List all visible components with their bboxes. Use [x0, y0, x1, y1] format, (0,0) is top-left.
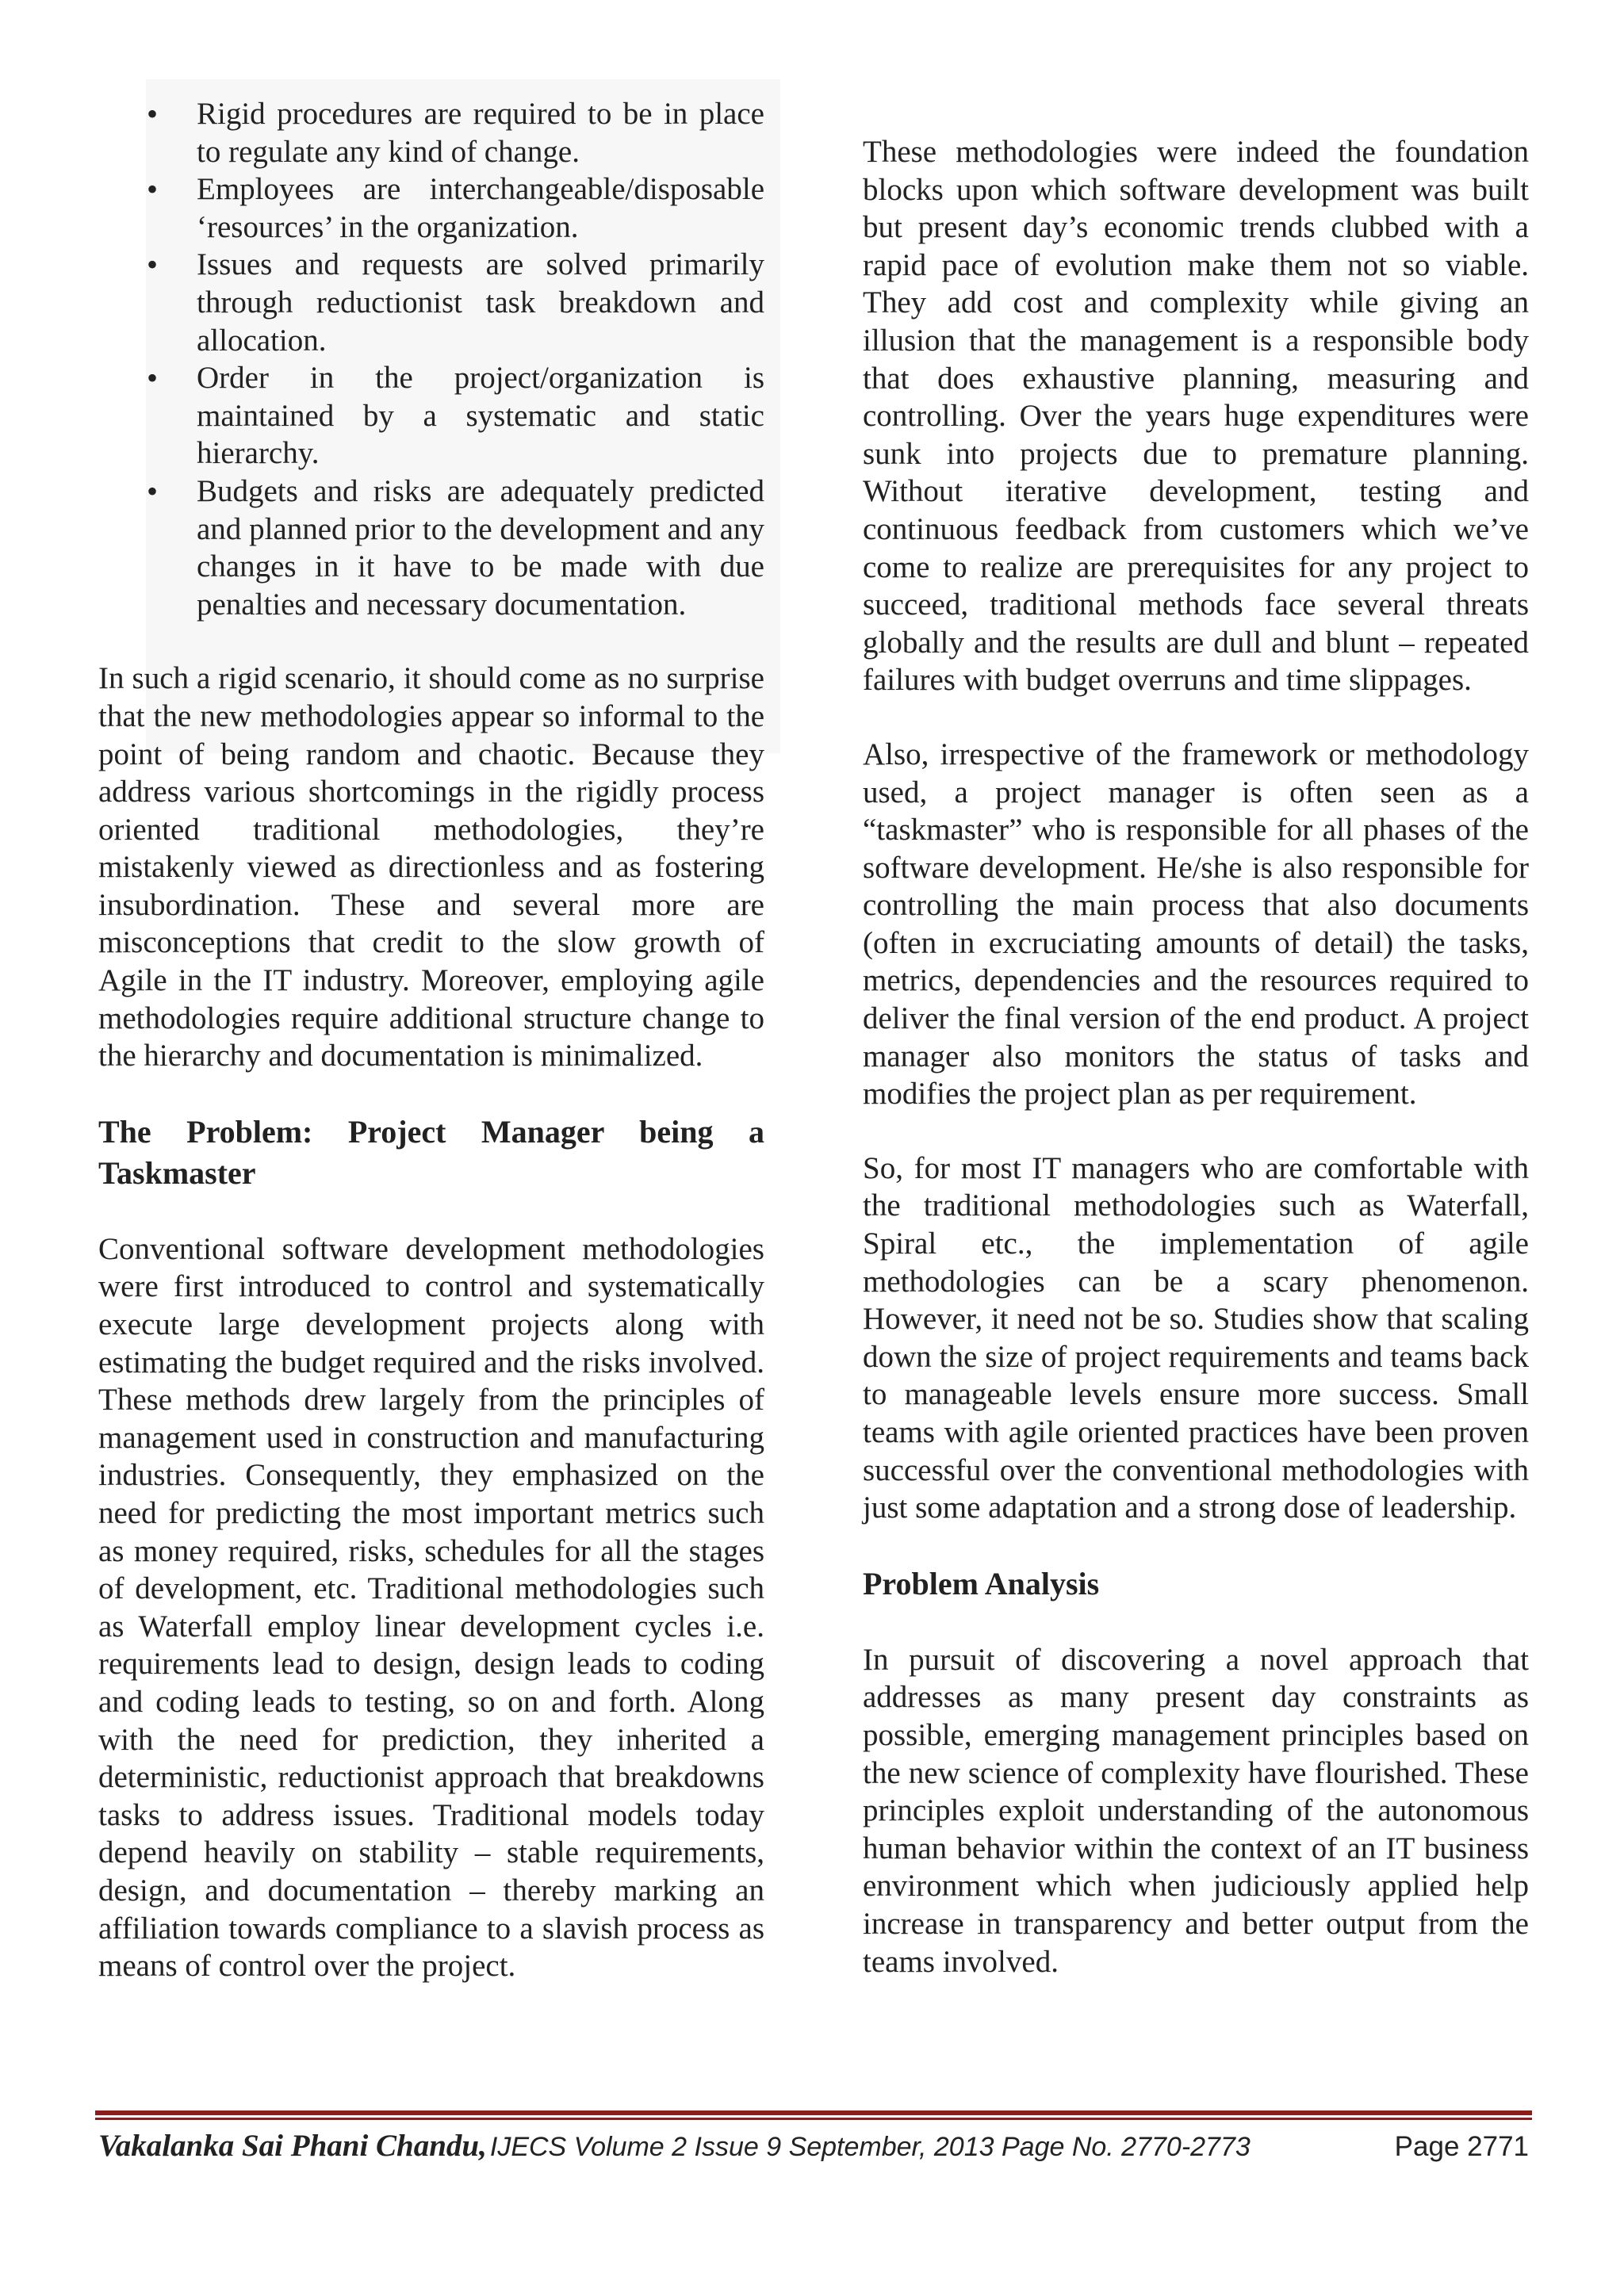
section-heading-problem-analysis: Problem Analysis [863, 1565, 1100, 1601]
list-item: • Issues and requests are solved primarily through reductionist task breakdown and allocation. [197, 246, 764, 359]
left-column [98, 95, 764, 2022]
bullet-list [98, 95, 764, 623]
list-item: • Rigid procedures are required to be in place to regulate any kind of change. [197, 95, 764, 170]
paragraph-taskmaster: Also, irrespective of the framework or methodology used, a project manager is often seen as a “taskmaster” who is responsible for all phases of the software development. He/she is also responsible for controlling the main process that also documents (often in excruciating amounts of detail) the tasks, metrics, dependencies and the resources required to deliver the final version of the end product. A project manager also monitors the status of tasks and modifies the project plan as per requirement. [863, 737, 1529, 1112]
footer-rule-thin [95, 2118, 1532, 2120]
list-item: • Employees are interchangeable/disposable ‘resources’ in the organization. [197, 170, 764, 246]
page-number: Page 2771 [1394, 2131, 1529, 2162]
footer-journal: IJECS Volume 2 Issue 9 September, 2013 Page No. 2770-2773 [489, 2132, 1251, 2162]
paragraph-conventional-methodologies: Conventional software development methodologies were first introduced to control and systematically execute large development projects along with estimating the budget required and the risks involved. These methods drew largely from the principles of management used in construction and manufacturing industries. Consequently, they emphasized on the need for predicting the most important metrics such as money required, risks, schedules for all the stages of development, etc. Traditional methodologies such as Waterfall employ linear development cycles i.e. requirements lead to design, design leads to coding and coding leads to testing, so on and forth. Along with the need for prediction, they inherited a deterministic, reductionist approach that breakdowns tasks to address issues. Traditional models today depend heavily on stability – stable requirements, design, and documentation – thereby marking an affiliation towards compliance to a slavish process as means of control over the project. [98, 1231, 764, 1984]
page-footer [98, 2128, 1529, 2168]
right-column [863, 133, 1529, 2017]
paragraph-novel-approach: In pursuit of discovering a novel approach that addresses as many present day constraints as possible, emerging management principles based on the new science of complexity have flourished. These principles exploit understanding of the autonomous human behavior within the context of an IT business environment which when judiciously applied help increase in transparency and better output from the teams involved. [863, 1642, 1529, 1979]
footer-author: Vakalanka Sai Phani Chandu, [98, 2129, 487, 2163]
footer-citation [98, 2128, 1251, 2164]
list-item: • Order in the project/organization is maintained by a systematic and static hierarchy. [197, 359, 764, 473]
paragraph-foundation-blocks: These methodologies were indeed the foundation blocks upon which software development was built but present day’s economic trends clubbed with a rapid pace of evolution make them not so viable. They add cost and complexity while giving an illusion that the management is a responsible body that does exhaustive planning, measuring and controlling. Over the years huge expenditures were sunk into projects due to premature planning. Without iterative development, testing and continuous feedback from customers which we’ve come to realize are prerequisites for any project to succeed, traditional methods face several threats globally and the results are dull and blunt – repeated failures with budget overruns and time slippages. [863, 135, 1529, 698]
paragraph-it-managers: So, for most IT managers who are comfortable with the traditional methodologies such as Waterfall, Spiral etc., the implementation of agile methodologies can be a scary phenomenon. However, it need not be so. Studies show that scaling down the size of project requirements and teams back to manageable levels ensure more success. Small teams with agile oriented practices have been proven successful over the conventional methodologies with just some adaptation and a strong dose of leadership. [863, 1150, 1529, 1525]
paragraph-rigid-scenario: In such a rigid scenario, it should come as no surprise that the new methodologies appear so informal to the point of being random and chaotic. Because they address various shortcomings in the rigidly process oriented traditional methodologies, they’re mistakenly viewed as directionless and as fostering insubordination. These and several more are misconceptions that credit to the slow growth of Agile in the IT industry. Moreover, employing agile methodologies require additional structure change to the hierarchy and documentation is minimalized. [98, 661, 764, 1073]
list-item: • Budgets and risks are adequately predicted and planned prior to the development and any changes in it have to be made with due penalties and necessary documentation. [197, 473, 764, 623]
section-heading-the-problem: The Problem: Project Manager being a Taskmaster [98, 1113, 764, 1191]
footer-rule [95, 2110, 1532, 2115]
